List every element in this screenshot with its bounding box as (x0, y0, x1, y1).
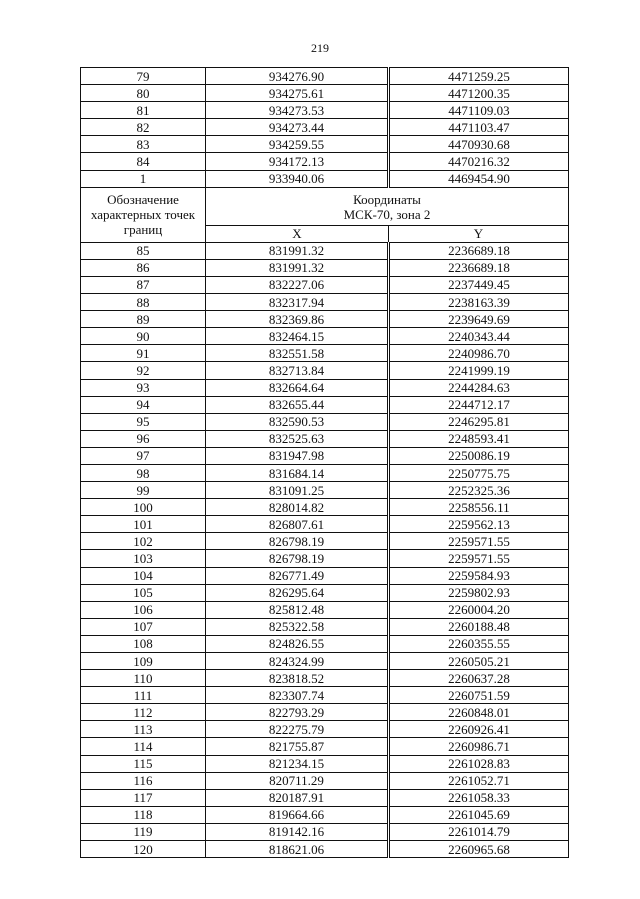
point-cell: 79 (81, 68, 206, 85)
table-header (81, 187, 569, 242)
table-row (81, 567, 569, 584)
y-cell: 2260965.68 (389, 841, 569, 858)
x-cell: 934273.44 (206, 119, 389, 136)
y-cell: 2261028.83 (389, 755, 569, 772)
table-row (81, 68, 569, 85)
x-cell: 832655.44 (206, 396, 389, 413)
point-cell: 83 (81, 136, 206, 153)
point-cell: 115 (81, 755, 206, 772)
x-cell: 832227.06 (206, 276, 389, 293)
y-cell: 2260848.01 (389, 704, 569, 721)
x-cell: 824324.99 (206, 653, 389, 670)
table-row (81, 841, 569, 858)
point-cell: 92 (81, 362, 206, 379)
y-cell: 2250775.75 (389, 464, 569, 481)
y-cell: 2238163.39 (389, 294, 569, 311)
designation-header (81, 187, 206, 242)
y-cell: 4471259.25 (389, 68, 569, 85)
y-cell: 2248593.41 (389, 430, 569, 447)
y-cell: 2236689.18 (389, 259, 569, 276)
table-row (81, 311, 569, 328)
point-cell: 1 (81, 170, 206, 187)
x-cell: 826771.49 (206, 567, 389, 584)
x-cell: 822275.79 (206, 721, 389, 738)
point-cell: 116 (81, 772, 206, 789)
point-cell: 112 (81, 704, 206, 721)
table-row (81, 823, 569, 840)
table-row (81, 119, 569, 136)
point-cell: 107 (81, 618, 206, 635)
x-cell: 821234.15 (206, 755, 389, 772)
x-cell: 934259.55 (206, 136, 389, 153)
y-cell: 2260004.20 (389, 601, 569, 618)
point-cell: 105 (81, 584, 206, 601)
y-cell: 4471109.03 (389, 102, 569, 119)
table-row (81, 136, 569, 153)
y-cell: 2260355.55 (389, 635, 569, 652)
x-cell: 820711.29 (206, 772, 389, 789)
y-cell: 2241999.19 (389, 362, 569, 379)
point-cell: 94 (81, 396, 206, 413)
table-row (81, 635, 569, 652)
y-cell: 2259562.13 (389, 516, 569, 533)
point-cell: 82 (81, 119, 206, 136)
coordinates-header-line2: МСК-70, зона 2 (343, 206, 431, 222)
point-cell: 93 (81, 379, 206, 396)
x-cell: 832369.86 (206, 311, 389, 328)
x-cell: 826295.64 (206, 584, 389, 601)
table-row (81, 755, 569, 772)
y-cell: 2261052.71 (389, 772, 569, 789)
coordinates-header-line1: Координаты (353, 191, 421, 207)
x-cell: 934276.90 (206, 68, 389, 85)
point-cell: 91 (81, 345, 206, 362)
point-cell: 118 (81, 806, 206, 823)
table-row (81, 153, 569, 170)
x-cell: 832664.64 (206, 379, 389, 396)
y-cell: 2252325.36 (389, 482, 569, 499)
x-cell: 831991.32 (206, 242, 389, 259)
point-cell: 81 (81, 102, 206, 119)
point-cell: 104 (81, 567, 206, 584)
y-cell: 2260751.59 (389, 687, 569, 704)
table-row (81, 653, 569, 670)
point-cell: 85 (81, 242, 206, 259)
y-cell: 2260986.71 (389, 738, 569, 755)
designation-header-line3: границ (123, 221, 163, 237)
x-cell: 832464.15 (206, 328, 389, 345)
table-row (81, 102, 569, 119)
x-cell: 933940.06 (206, 170, 389, 187)
x-cell: 824826.55 (206, 635, 389, 652)
designation-header-line1: Обозначение (107, 191, 179, 207)
y-cell: 2259584.93 (389, 567, 569, 584)
x-cell: 832317.94 (206, 294, 389, 311)
y-cell: 2239649.69 (389, 311, 569, 328)
x-cell: 832713.84 (206, 362, 389, 379)
y-cell: 2260637.28 (389, 670, 569, 687)
point-cell: 84 (81, 153, 206, 170)
x-cell: 831947.98 (206, 447, 389, 464)
x-cell: 934275.61 (206, 85, 389, 102)
y-cell: 4470930.68 (389, 136, 569, 153)
point-cell: 120 (81, 841, 206, 858)
table-row (81, 242, 569, 259)
table-row (81, 516, 569, 533)
y-cell: 2237449.45 (389, 276, 569, 293)
table-row (81, 584, 569, 601)
y-cell: 2246295.81 (389, 413, 569, 430)
point-cell: 111 (81, 687, 206, 704)
table-row (81, 430, 569, 447)
point-cell: 119 (81, 823, 206, 840)
y-cell: 2259802.93 (389, 584, 569, 601)
y-cell: 2240343.44 (389, 328, 569, 345)
x-cell: 826807.61 (206, 516, 389, 533)
table-row (81, 499, 569, 516)
table-row (81, 464, 569, 481)
point-cell: 100 (81, 499, 206, 516)
table-row (81, 789, 569, 806)
x-cell: 832590.53 (206, 413, 389, 430)
x-cell: 831991.32 (206, 259, 389, 276)
x-cell: 934273.53 (206, 102, 389, 119)
x-cell: 826798.19 (206, 550, 389, 567)
y-cell: 2259571.55 (389, 533, 569, 550)
table-row (81, 362, 569, 379)
designation-header-line2: характерных точек (90, 206, 196, 222)
page-number: 219 (311, 41, 329, 55)
y-column-header: Y (389, 225, 569, 242)
point-cell: 87 (81, 276, 206, 293)
point-cell: 99 (81, 482, 206, 499)
table-row (81, 601, 569, 618)
table-row (81, 328, 569, 345)
y-cell: 4471200.35 (389, 85, 569, 102)
point-cell: 108 (81, 635, 206, 652)
x-column-header: X (206, 225, 389, 242)
point-cell: 103 (81, 550, 206, 567)
x-cell: 934172.13 (206, 153, 389, 170)
point-cell: 114 (81, 738, 206, 755)
point-cell: 80 (81, 85, 206, 102)
x-cell: 819142.16 (206, 823, 389, 840)
table-row (81, 738, 569, 755)
point-cell: 109 (81, 653, 206, 670)
x-cell: 820187.91 (206, 789, 389, 806)
table-row (81, 806, 569, 823)
table-row (81, 345, 569, 362)
table-row (81, 772, 569, 789)
y-cell: 2244284.63 (389, 379, 569, 396)
y-cell: 2250086.19 (389, 447, 569, 464)
y-cell: 2244712.17 (389, 396, 569, 413)
x-cell: 828014.82 (206, 499, 389, 516)
x-cell: 832551.58 (206, 345, 389, 362)
table-row (81, 618, 569, 635)
main-rows-body (81, 242, 569, 857)
point-cell: 98 (81, 464, 206, 481)
y-cell: 2260188.48 (389, 618, 569, 635)
point-cell: 89 (81, 311, 206, 328)
point-cell: 96 (81, 430, 206, 447)
x-cell: 822793.29 (206, 704, 389, 721)
y-cell: 2258556.11 (389, 499, 569, 516)
x-cell: 821755.87 (206, 738, 389, 755)
y-cell: 2261045.69 (389, 806, 569, 823)
y-cell: 2240986.70 (389, 345, 569, 362)
point-cell: 106 (81, 601, 206, 618)
table-row (81, 721, 569, 738)
y-cell: 2260505.21 (389, 653, 569, 670)
x-cell: 825812.48 (206, 601, 389, 618)
table-row (81, 413, 569, 430)
point-cell: 90 (81, 328, 206, 345)
y-cell: 2259571.55 (389, 550, 569, 567)
coordinates-table (80, 67, 569, 858)
point-cell: 113 (81, 721, 206, 738)
table-row (81, 379, 569, 396)
table-row (81, 276, 569, 293)
y-cell: 4471103.47 (389, 119, 569, 136)
point-cell: 95 (81, 413, 206, 430)
x-cell: 823818.52 (206, 670, 389, 687)
table-row (81, 687, 569, 704)
top-rows-body (81, 68, 569, 188)
point-cell: 88 (81, 294, 206, 311)
point-cell: 101 (81, 516, 206, 533)
table-row (81, 396, 569, 413)
point-cell: 86 (81, 259, 206, 276)
table-row (81, 447, 569, 464)
table-row (81, 294, 569, 311)
y-cell: 2261014.79 (389, 823, 569, 840)
x-cell: 823307.74 (206, 687, 389, 704)
point-cell: 117 (81, 789, 206, 806)
x-cell: 819664.66 (206, 806, 389, 823)
table-row (81, 85, 569, 102)
x-cell: 832525.63 (206, 430, 389, 447)
x-cell: 818621.06 (206, 841, 389, 858)
table-row (81, 259, 569, 276)
table-row (81, 170, 569, 187)
x-cell: 826798.19 (206, 533, 389, 550)
coordinates-header (206, 187, 569, 225)
point-cell: 102 (81, 533, 206, 550)
point-cell: 110 (81, 670, 206, 687)
table-row (81, 550, 569, 567)
table-row (81, 533, 569, 550)
y-cell: 2260926.41 (389, 721, 569, 738)
table-row (81, 482, 569, 499)
table-row (81, 704, 569, 721)
point-cell: 97 (81, 447, 206, 464)
y-cell: 4469454.90 (389, 170, 569, 187)
x-cell: 831684.14 (206, 464, 389, 481)
y-cell: 4470216.32 (389, 153, 569, 170)
x-cell: 825322.58 (206, 618, 389, 635)
table-row (81, 670, 569, 687)
y-cell: 2261058.33 (389, 789, 569, 806)
y-cell: 2236689.18 (389, 242, 569, 259)
x-cell: 831091.25 (206, 482, 389, 499)
